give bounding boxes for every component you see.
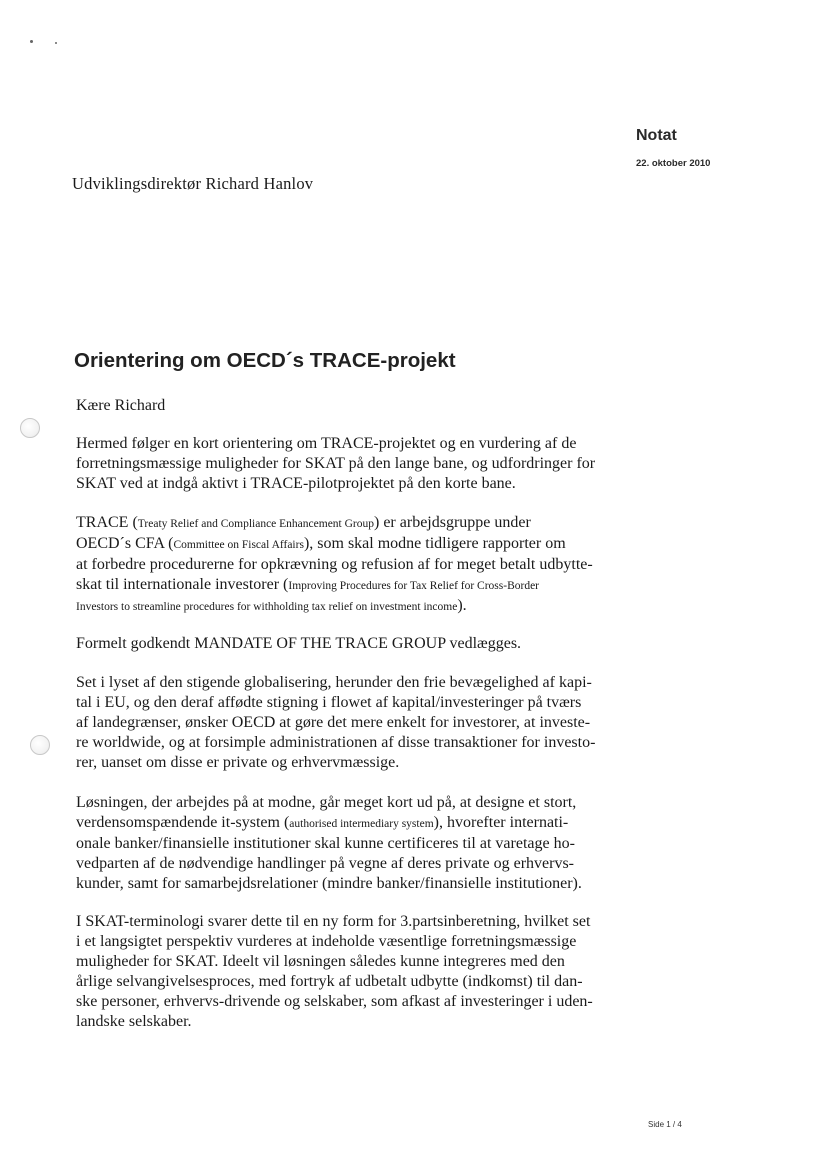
text-line: tal i EU, og den deraf affødte stigning i flowet af kapital/investeringer på tværs [76,694,582,711]
punch-hole-top [20,418,40,438]
text-line: i et langsigtet perspektiv vurderes at indeholde væsentlige forretningsmæssige [76,933,577,950]
paragraph-mandate [76,634,636,654]
text-line: SKAT ved at indgå aktivt i TRACE-pilotprojektet på den korte bane. [76,475,516,492]
punch-hole-bottom [30,735,50,755]
text-line: rer, uanset om disse er private og erhvervmæssige. [76,754,400,771]
paragraph-skat-terminology [76,912,636,1032]
recipient: Udviklingsdirektør Richard Hanlov [72,174,314,193]
paragraph-intro [76,434,636,494]
page-title: Orientering om OECD´s TRACE-projekt [74,349,456,372]
text-line: årlige selvangivelsesproces, med fortryk af udbetalt udbytte (indkomst) til dan- [76,973,583,990]
text-line: landske selskaber. [76,1013,192,1030]
salutation: Kære Richard [76,397,166,414]
paragraph-solution [76,793,636,894]
document-type-label: Notat [636,127,677,144]
page-number: Side 1 / 4 [648,1120,682,1129]
text-line: Set i lyset af den stigende globalisering, herunder den frie bevægelighed af kapi- [76,674,592,691]
text-line: verdensomspændende it-system (authorised intermediary system), hvorefter internati- [76,814,569,831]
text-line: forretningsmæssige muligheder for SKAT på den lange bane, og udfordringer for [76,455,596,472]
text-line: at forbedre procedurerne for opkrævning og refusion af for meget betalt udbytte- [76,556,593,573]
text-line: TRACE (Treaty Relief and Compliance Enhancement Group) er arbejdsgruppe under [76,514,531,531]
text-line: Investors to streamline procedures for withholding tax relief on investment income). [76,597,467,614]
text-line: skat til internationale investorer (Improving Procedures for Tax Relief for Cross-Border [76,576,540,593]
paragraph-globalisation [76,673,636,773]
paragraph-trace-definition [76,513,636,617]
text-line: vedparten af de nødvendige handlinger på vegne af deres private og erhvervs- [76,855,575,872]
text-line: re worldwide, og at forsimple administrationen af disse transaktioner for investo- [76,734,596,751]
text-line: Løsningen, der arbejdes på at modne, går meget kort ud på, at designe et stort, [76,794,577,811]
scan-speck [55,42,57,44]
document-date: 22. oktober 2010 [636,158,711,169]
text-line: Hermed følger en kort orientering om TRACE-projektet og en vurdering af de [76,435,577,452]
text-line: Formelt godkendt MANDATE OF THE TRACE GROUP vedlægges. [76,635,522,652]
text-line: I SKAT-terminologi svarer dette til en ny form for 3.partsinberetning, hvilket set [76,913,591,930]
text-line: af landegrænser, ønsker OECD at gøre det mere enkelt for investorer, at investe- [76,714,591,731]
text-line: onale banker/finansielle institutioner skal kunne certificeres til at varetage ho- [76,835,575,852]
text-line: OECD´s CFA (Committee on Fiscal Affairs), som skal modne tidligere rapporter om [76,535,566,552]
scan-speck [30,40,33,43]
text-line: muligheder for SKAT. Ideelt vil løsningen således kunne integreres med den [76,953,565,970]
text-line: kunder, samt for samarbejdsrelationer (mindre banker/finansielle institutioner). [76,875,582,892]
text-line: ske personer, erhvervs-drivende og selskaber, som afkast af investeringer i uden- [76,993,593,1010]
